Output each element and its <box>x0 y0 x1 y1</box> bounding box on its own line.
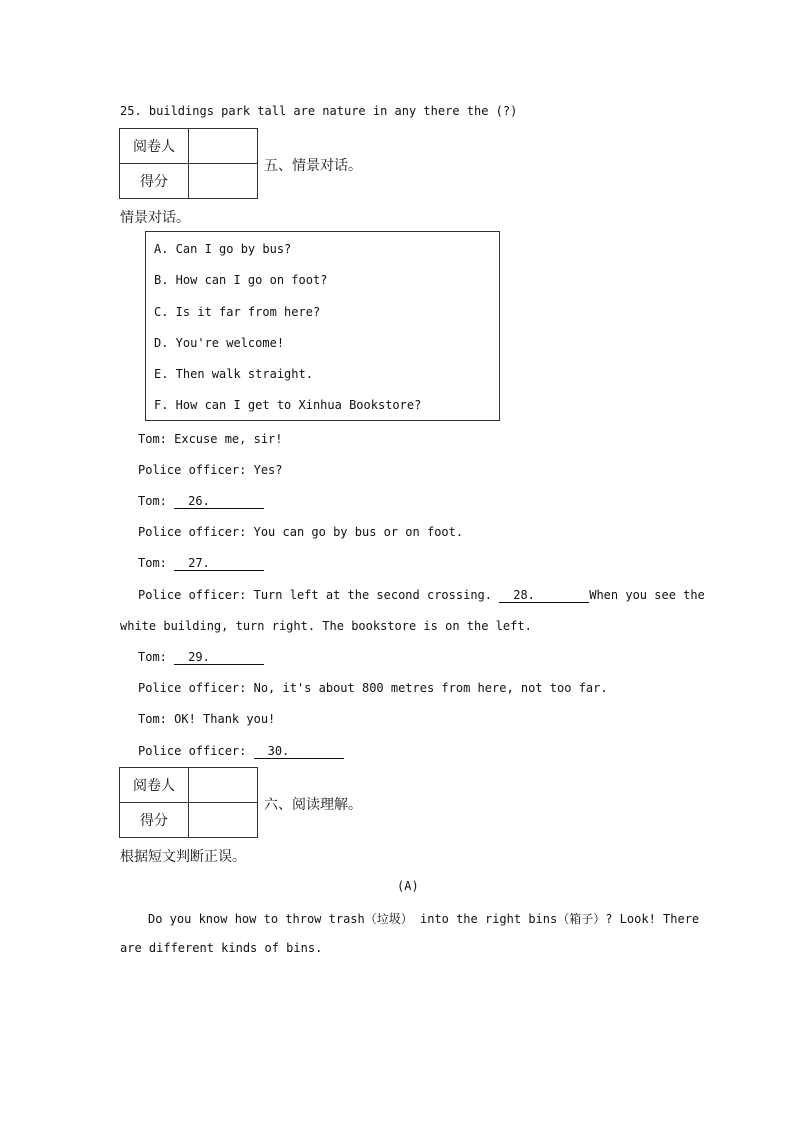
grader-label: 阅卷人 <box>120 129 189 164</box>
passage-line: Do you know how to throw trash（垃圾） into the right bins（箱子）? Look! There <box>148 912 700 926</box>
speaker: Tom: <box>138 556 175 570</box>
option-c: C. Is it far from here? <box>154 305 321 319</box>
dialogue-line <box>138 650 264 665</box>
section-5-title: 五、情景对话。 <box>264 158 362 174</box>
option-f: F. How can I get to Xinhua Bookstore? <box>154 398 422 412</box>
blank-27[interactable]: 27. <box>174 556 264 571</box>
dialogue-line <box>138 588 705 603</box>
dialogue-line <box>138 744 344 759</box>
speaker: Tom: <box>138 650 175 664</box>
grader-cell[interactable] <box>189 129 258 164</box>
score-label: 得分 <box>120 164 189 199</box>
dialogue-line: white building, turn right. The bookstore is on the left. <box>120 619 532 633</box>
blank-30[interactable]: 30. <box>254 744 344 759</box>
question-25: 25. buildings park tall are nature in any there the (?) <box>120 104 518 118</box>
dialogue-line: Police officer: Yes? <box>138 463 283 477</box>
score-cell[interactable] <box>189 803 258 838</box>
blank-28[interactable]: 28. <box>499 588 589 603</box>
section-6-intro: 根据短文判断正误。 <box>120 849 246 865</box>
dialogue-line: Tom: OK! Thank you! <box>138 712 276 726</box>
blank-29[interactable]: 29. <box>174 650 264 665</box>
dialogue-line <box>138 556 264 571</box>
score-cell[interactable] <box>189 164 258 199</box>
grader-cell[interactable] <box>189 768 258 803</box>
options-box <box>145 231 500 421</box>
grader-label: 阅卷人 <box>120 768 189 803</box>
score-label: 得分 <box>120 803 189 838</box>
blank-26[interactable]: 26. <box>174 494 264 509</box>
dialogue-text: When you see the <box>589 588 705 602</box>
score-table <box>119 767 258 838</box>
speaker: Tom: <box>138 494 175 508</box>
section-5-intro: 情景对话。 <box>120 210 190 226</box>
passage-label: (A) <box>397 879 419 893</box>
dialogue-line: Police officer: No, it's about 800 metres from here, not too far. <box>138 681 608 695</box>
option-d: D. You're welcome! <box>154 336 285 350</box>
score-table <box>119 128 258 199</box>
dialogue-line: Police officer: You can go by bus or on foot. <box>138 525 464 539</box>
speaker: Police officer: <box>138 744 254 758</box>
dialogue-line <box>138 494 264 509</box>
option-b: B. How can I go on foot? <box>154 273 328 287</box>
dialogue-text: Police officer: Turn left at the second crossing. <box>138 588 500 602</box>
option-a: A. Can I go by bus? <box>154 242 292 256</box>
dialogue-line: Tom: Excuse me, sir! <box>138 432 283 446</box>
passage-line: are different kinds of bins. <box>120 941 323 955</box>
section-6-title: 六、阅读理解。 <box>264 797 362 813</box>
option-e: E. Then walk straight. <box>154 367 313 381</box>
